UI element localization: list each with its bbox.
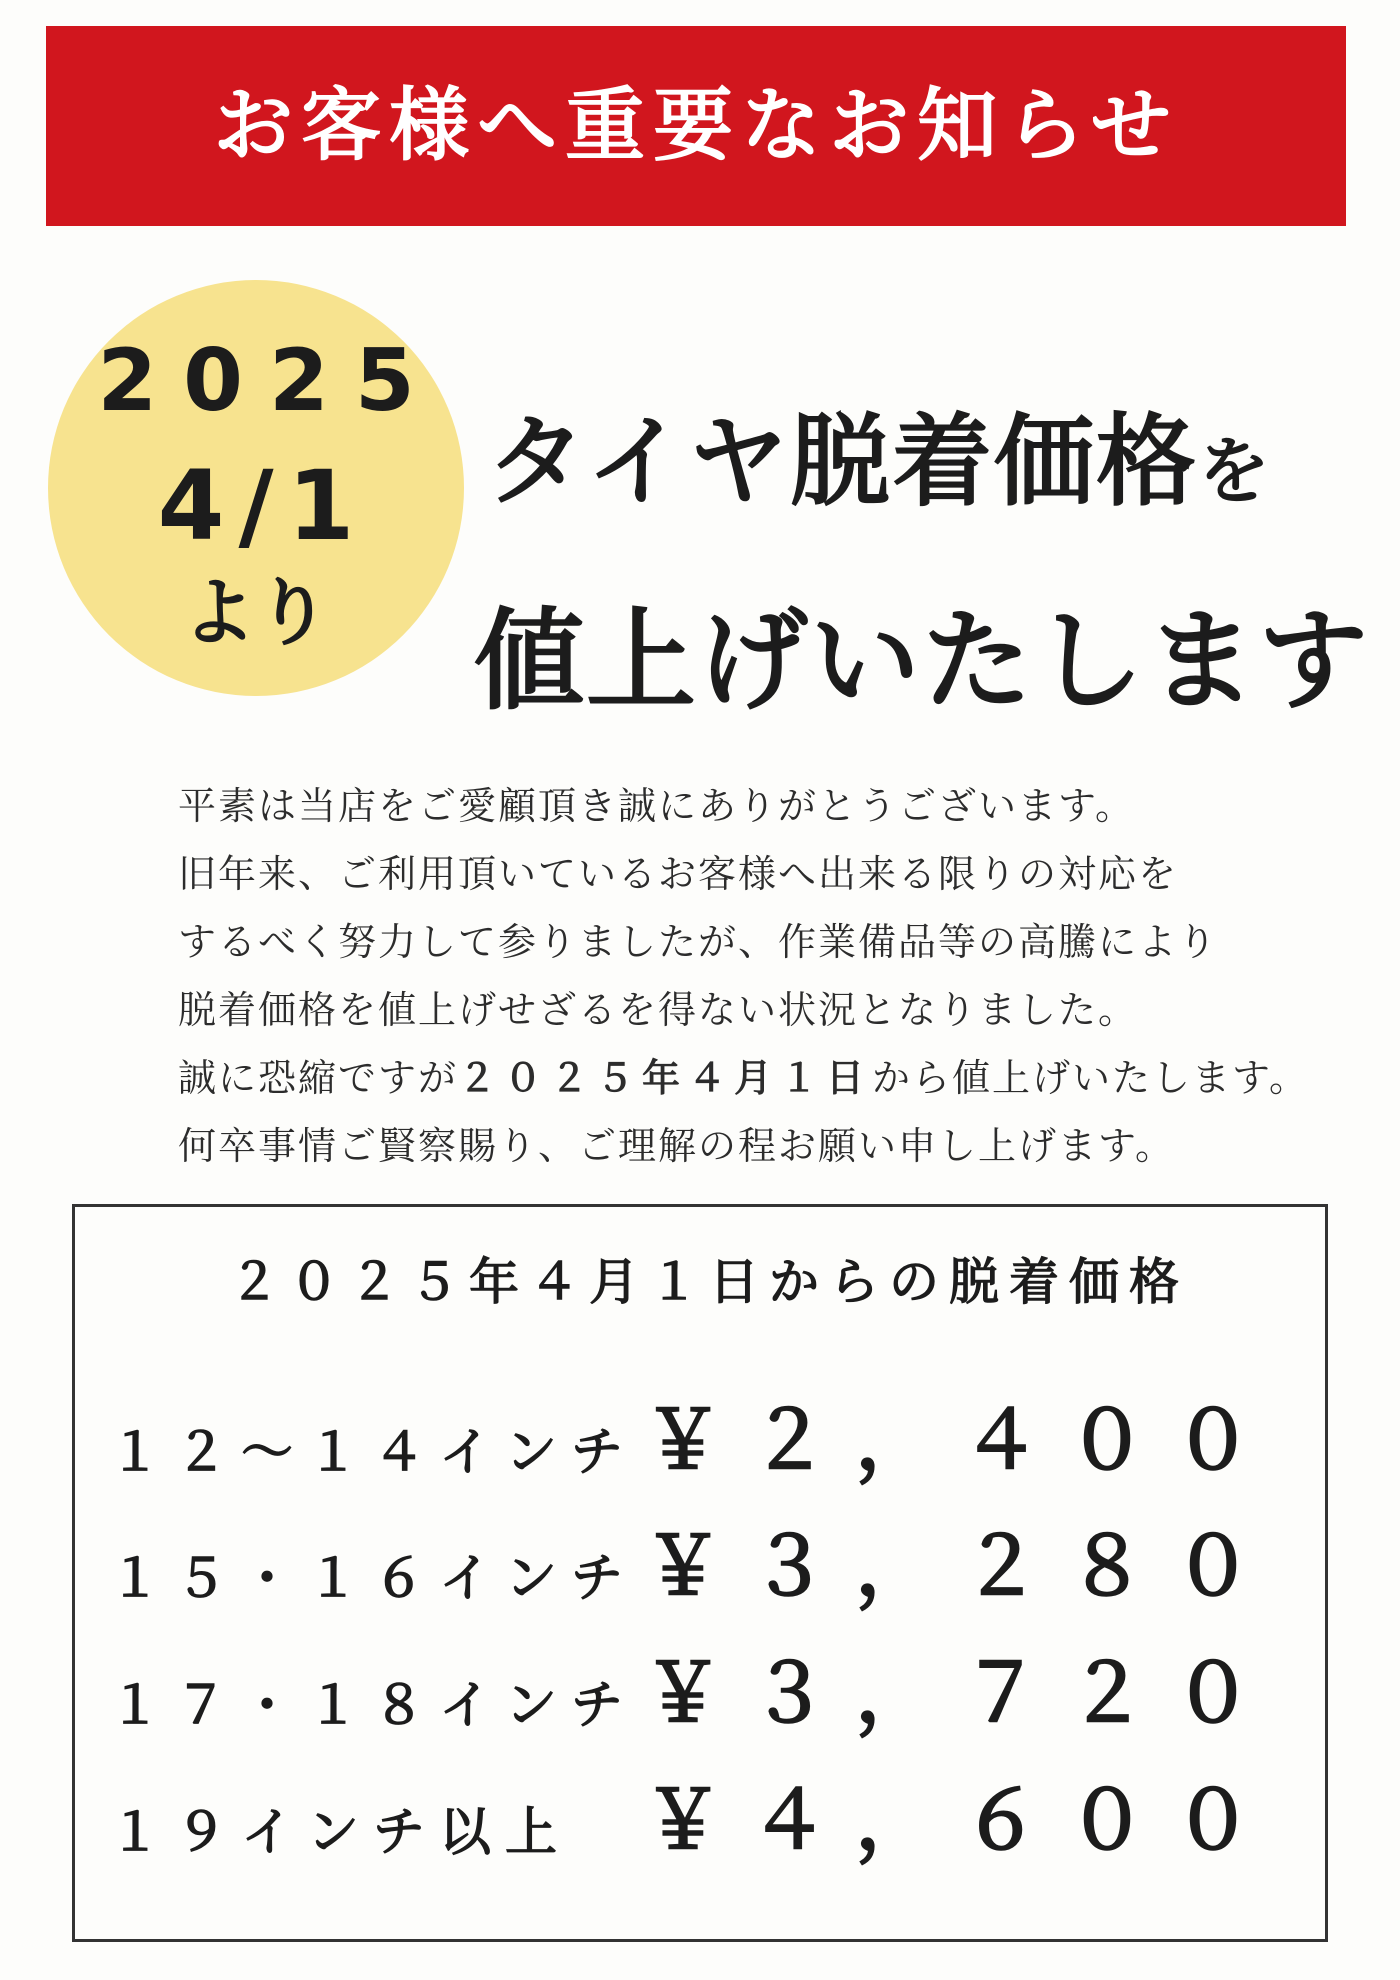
tire-size-label: １７・１８インチ bbox=[109, 1676, 638, 1736]
headline-line-1 bbox=[486, 403, 1273, 520]
message-line-4: 脱着価格を値上げせざるを得ない状況となりました。 bbox=[178, 988, 1139, 1032]
price-value: ￥３，２８０ bbox=[643, 1520, 1279, 1613]
tire-size-label: １５・１６インチ bbox=[109, 1549, 638, 1609]
price-table-title: ２０２５年４月１日からの脱着価格 bbox=[229, 1253, 1189, 1311]
badge-year: 2025 bbox=[97, 331, 441, 431]
message-line-6: 何卒事情ご賢察賜り、ご理解の程お願い申し上げます。 bbox=[178, 1124, 1175, 1168]
price-table bbox=[72, 1204, 1328, 1942]
message-line-5-suffix: から値上げいたします。 bbox=[872, 1056, 1309, 1100]
price-value: ￥２，４００ bbox=[643, 1394, 1279, 1487]
price-row bbox=[109, 1520, 1279, 1613]
message-line-5 bbox=[178, 1044, 1309, 1112]
notice-message bbox=[178, 772, 1309, 1180]
effective-date-badge bbox=[48, 280, 464, 696]
price-value: ￥４，６００ bbox=[643, 1774, 1279, 1867]
badge-day: 4/1 bbox=[157, 450, 369, 562]
message-line-1: 平素は当店をご愛顧頂き誠にありがとうございます。 bbox=[178, 784, 1135, 828]
message-line-2: 旧年来、ご利用頂いているお客様へ出来る限りの対応を bbox=[178, 852, 1179, 896]
headline-line-1-main: タイヤ脱着価格 bbox=[486, 403, 1198, 520]
tire-size-label: １２～１４インチ bbox=[109, 1423, 638, 1483]
banner-title: お客様へ重要なお知らせ bbox=[213, 79, 1179, 172]
price-row bbox=[109, 1647, 1279, 1740]
badge-from: より bbox=[182, 570, 330, 656]
price-row bbox=[109, 1774, 1279, 1867]
headline-line-1-suffix: を bbox=[1198, 429, 1273, 513]
notice-banner bbox=[46, 26, 1346, 226]
headline-line-2: 値上げいたします bbox=[474, 597, 1370, 725]
price-row bbox=[109, 1394, 1279, 1487]
message-line-5-prefix: 誠に恐縮ですが bbox=[178, 1056, 459, 1100]
message-effective-date: ２０２５年４月１日 bbox=[458, 1056, 873, 1100]
price-value: ￥３，７２０ bbox=[643, 1647, 1279, 1740]
message-line-3: するべく努力して参りましたが、作業備品等の高騰により bbox=[178, 920, 1219, 964]
tire-size-label: １９インチ以上 bbox=[109, 1803, 572, 1863]
